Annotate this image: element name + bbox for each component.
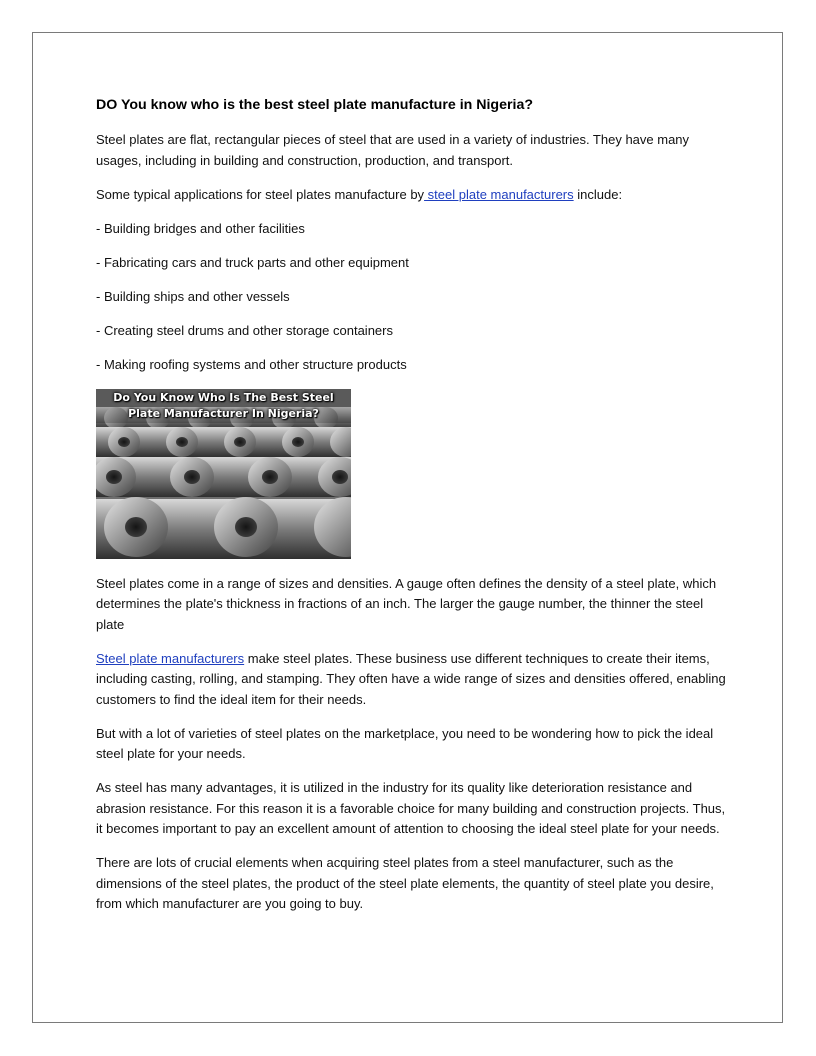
steel-coils-image — [96, 389, 351, 559]
document-body — [96, 95, 726, 928]
applications-trailing-text: include: — [573, 186, 623, 202]
elements-paragraph: There are lots of crucial elements when acquiring steel plates from a steel manufacturer, such as the dimensions of the steel plates, the product of the steel plate elements, the quantity of steel plate you desire, from which manufacturer are you going to buy. — [96, 855, 714, 911]
image-caption: Do You Know Who Is The Best Steel Plate Manufacturer In Nigeria? — [113, 390, 334, 420]
list-item: - Making roofing systems and other structure products — [96, 356, 407, 372]
steel-plate-manufacturers-link[interactable]: steel plate manufacturers — [424, 186, 574, 202]
intro-paragraph: Steel plates are flat, rectangular pieces of steel that are used in a variety of industries. They have many usages, including in building and construction, production, and transport. — [96, 132, 690, 168]
varieties-paragraph: But with a lot of varieties of steel plates on the marketplace, you need to be wondering how to pick the ideal steel plate for your needs. — [96, 725, 714, 761]
manufacturers-paragraph — [96, 649, 726, 711]
list-item: - Fabricating cars and truck parts and other equipment — [96, 254, 409, 270]
applications-paragraph — [96, 185, 726, 206]
steel-plate-manufacturers-link-2[interactable]: Steel plate manufacturers — [96, 650, 245, 666]
applications-lead-text: Some typical applications for steel plates manufacture by — [96, 186, 425, 202]
list-item: - Creating steel drums and other storage containers — [96, 322, 393, 338]
list-item: - Building bridges and other facilities — [96, 220, 305, 236]
advantages-paragraph: As steel has many advantages, it is utilized in the industry for its quality like deterioration resistance and abrasion resistance. For this reason it is a favorable choice for many building and construction projects. Thus, it becomes important to pay an excellent amount of attention to choosing the ideal steel plate for your needs. — [96, 780, 726, 836]
document-title: DO You know who is the best steel plate manufacture in Nigeria? — [96, 97, 534, 113]
list-item: - Building ships and other vessels — [96, 288, 290, 304]
gauge-paragraph: Steel plates come in a range of sizes and densities. A gauge often defines the density of a steel plate, which determines the plate's thickness in fractions of an inch. The larger the gauge number, the thinner the steel plate — [96, 575, 717, 632]
manufacturers-text: make steel plates. These business use different techniques to create their items, including casting, rolling, and stamping. They often have a wide range of sizes and densities offered, enabling customers to find the ideal item for their needs. — [96, 650, 726, 707]
